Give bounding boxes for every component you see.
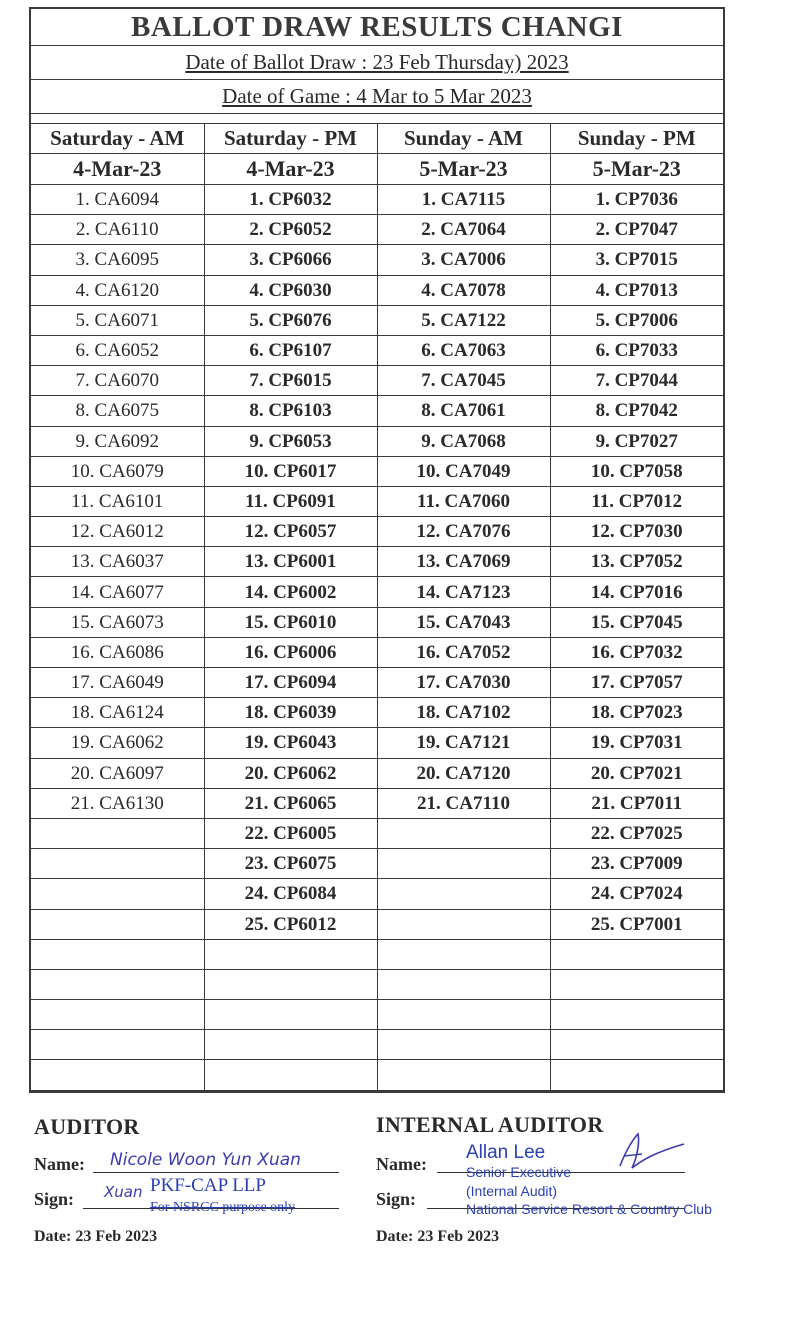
ballot-entry-cell — [31, 818, 204, 848]
table-row — [31, 788, 723, 818]
internal-auditor-name-label: Name: — [376, 1154, 427, 1174]
column-day: Saturday - PM — [204, 124, 377, 154]
table-row — [31, 1060, 723, 1090]
table-row — [31, 245, 723, 275]
ballot-entry-cell — [377, 969, 550, 999]
table-row — [31, 396, 723, 426]
ballot-entry-cell — [204, 1030, 377, 1060]
column-date: 4-Mar-23 — [204, 154, 377, 185]
ballot-entry-cell: 16. CP6006 — [204, 637, 377, 667]
table-row — [31, 185, 723, 215]
internal-auditor-org-stamp: National Service Resort & Country Club — [466, 1201, 712, 1217]
table-row — [31, 426, 723, 456]
column-day: Sunday - AM — [377, 124, 550, 154]
ballot-entry-cell — [204, 939, 377, 969]
ballot-entry-cell: 15. CP6010 — [204, 607, 377, 637]
auditor-signature: Xuan — [104, 1183, 143, 1201]
auditor-date: Date: 23 Feb 2023 — [34, 1228, 158, 1245]
internal-auditor-signature — [612, 1130, 692, 1174]
ballot-entry-cell: 2. CP6052 — [204, 215, 377, 245]
ballot-entry-cell: 10. CP7058 — [550, 456, 723, 486]
ballot-entry-cell: 17. CA6049 — [31, 668, 204, 698]
internal-auditor-date: Date: 23 Feb 2023 — [376, 1228, 500, 1245]
internal-auditor-title-stamp: Senior Executive — [466, 1164, 572, 1180]
ballot-entry-cell: 14. CA7123 — [377, 577, 550, 607]
internal-auditor-name-stamp: Allan Lee — [466, 1142, 546, 1163]
ballot-entry-cell: 6. CP7033 — [550, 335, 723, 365]
results-table — [31, 124, 723, 1091]
ballot-entry-cell: 1. CP6032 — [204, 185, 377, 215]
ballot-entry-cell: 10. CA6079 — [31, 456, 204, 486]
auditor-heading: AUDITOR — [34, 1114, 140, 1139]
table-row — [31, 879, 723, 909]
table-row — [31, 215, 723, 245]
ballot-entry-cell: 8. CA7061 — [377, 396, 550, 426]
results-body — [31, 185, 723, 1091]
column-day: Saturday - AM — [31, 124, 204, 154]
table-row — [31, 668, 723, 698]
ballot-entry-cell: 14. CP7016 — [550, 577, 723, 607]
ballot-entry-cell: 12. CA7076 — [377, 517, 550, 547]
ballot-entry-cell: 16. CP7032 — [550, 637, 723, 667]
auditor-name-handwritten: Nicole Woon Yun Xuan — [110, 1150, 301, 1170]
auditor-firm-stamp: PKF-CAP LLP — [150, 1175, 266, 1196]
ballot-entry-cell — [31, 939, 204, 969]
ballot-entry-cell: 4. CA7078 — [377, 275, 550, 305]
ballot-entry-cell: 13. CA6037 — [31, 547, 204, 577]
header-gap — [31, 114, 723, 124]
ballot-entry-cell — [204, 969, 377, 999]
ballot-entry-cell: 1. CA6094 — [31, 185, 204, 215]
auditor-name-line — [93, 1172, 339, 1173]
internal-auditor-heading: INTERNAL AUDITOR — [376, 1112, 604, 1137]
ballot-entry-cell: 9. CP7027 — [550, 426, 723, 456]
ballot-entry-cell — [550, 939, 723, 969]
ballot-entry-cell — [377, 1030, 550, 1060]
ballot-entry-cell: 8. CP7042 — [550, 396, 723, 426]
ballot-entry-cell: 21. CP7011 — [550, 788, 723, 818]
ballot-entry-cell: 18. CA7102 — [377, 698, 550, 728]
ballot-entry-cell: 18. CP6039 — [204, 698, 377, 728]
ballot-entry-cell: 23. CP7009 — [550, 849, 723, 879]
ballot-entry-cell: 11. CA6101 — [31, 486, 204, 516]
ballot-entry-cell: 8. CA6075 — [31, 396, 204, 426]
ballot-entry-cell: 16. CA6086 — [31, 637, 204, 667]
ballot-entry-cell: 7. CP6015 — [204, 366, 377, 396]
ballot-entry-cell: 19. CA7121 — [377, 728, 550, 758]
ballot-entry-cell — [550, 1030, 723, 1060]
ballot-entry-cell: 10. CA7049 — [377, 456, 550, 486]
table-row — [31, 517, 723, 547]
ballot-entry-cell: 19. CP7031 — [550, 728, 723, 758]
column-day: Sunday - PM — [550, 124, 723, 154]
ballot-entry-cell: 3. CP7015 — [550, 245, 723, 275]
ballot-entry-cell: 17. CP7057 — [550, 668, 723, 698]
auditor-firm-note: For NSRCC purpose only — [150, 1200, 296, 1215]
ballot-entry-cell: 21. CA6130 — [31, 788, 204, 818]
ballot-entry-cell: 4. CP7013 — [550, 275, 723, 305]
ballot-entry-cell: 24. CP6084 — [204, 879, 377, 909]
ballot-entry-cell: 7. CP7044 — [550, 366, 723, 396]
ballot-entry-cell: 8. CP6103 — [204, 396, 377, 426]
table-row — [31, 486, 723, 516]
ballot-entry-cell: 4. CA6120 — [31, 275, 204, 305]
page-title: BALLOT DRAW RESULTS CHANGI — [31, 9, 723, 46]
ballot-entry-cell: 23. CP6075 — [204, 849, 377, 879]
ballot-entry-cell: 20. CA6097 — [31, 758, 204, 788]
table-row — [31, 1030, 723, 1060]
auditor-name-label: Name: — [34, 1154, 85, 1174]
ballot-entry-cell: 3. CA7006 — [377, 245, 550, 275]
internal-auditor-sign-label: Sign: — [376, 1189, 417, 1209]
ballot-entry-cell: 18. CA6124 — [31, 698, 204, 728]
ballot-entry-cell: 7. CA6070 — [31, 366, 204, 396]
ballot-entry-cell: 20. CP7021 — [550, 758, 723, 788]
ballot-draw-date-text: Date of Ballot Draw : 23 Feb Thursday) 2023 — [185, 50, 569, 74]
ballot-entry-cell: 15. CA7043 — [377, 607, 550, 637]
ballot-entry-cell: 13. CP6001 — [204, 547, 377, 577]
day-header-row — [31, 124, 723, 154]
ballot-entry-cell: 11. CP7012 — [550, 486, 723, 516]
ballot-entry-cell: 14. CA6077 — [31, 577, 204, 607]
ballot-entry-cell: 11. CA7060 — [377, 486, 550, 516]
ballot-entry-cell: 11. CP6091 — [204, 486, 377, 516]
ballot-entry-cell: 15. CA6073 — [31, 607, 204, 637]
ballot-entry-cell — [377, 849, 550, 879]
table-row — [31, 275, 723, 305]
internal-auditor-dept-stamp: (Internal Audit) — [466, 1183, 558, 1199]
ballot-entry-cell — [377, 939, 550, 969]
ballot-entry-cell: 25. CP7001 — [550, 909, 723, 939]
ballot-entry-cell: 18. CP7023 — [550, 698, 723, 728]
ballot-entry-cell: 2. CA6110 — [31, 215, 204, 245]
ballot-entry-cell — [31, 849, 204, 879]
ballot-entry-cell: 1. CP7036 — [550, 185, 723, 215]
ballot-entry-cell — [377, 1060, 550, 1090]
auditor-sign-label: Sign: — [34, 1189, 75, 1209]
table-row — [31, 335, 723, 365]
ballot-entry-cell: 14. CP6002 — [204, 577, 377, 607]
ballot-entry-cell: 24. CP7024 — [550, 879, 723, 909]
ballot-entry-cell: 9. CA6092 — [31, 426, 204, 456]
ballot-entry-cell — [31, 1030, 204, 1060]
game-date-text: Date of Game : 4 Mar to 5 Mar 2023 — [222, 84, 532, 108]
ballot-entry-cell: 6. CP6107 — [204, 335, 377, 365]
ballot-entry-cell — [31, 909, 204, 939]
table-row — [31, 818, 723, 848]
ballot-entry-cell: 9. CA7068 — [377, 426, 550, 456]
ballot-entry-cell: 19. CP6043 — [204, 728, 377, 758]
ballot-entry-cell: 5. CA6071 — [31, 305, 204, 335]
table-row — [31, 607, 723, 637]
ballot-entry-cell — [377, 909, 550, 939]
ballot-entry-cell: 25. CP6012 — [204, 909, 377, 939]
ballot-entry-cell: 12. CP6057 — [204, 517, 377, 547]
ballot-entry-cell: 2. CP7047 — [550, 215, 723, 245]
column-date: 4-Mar-23 — [31, 154, 204, 185]
ballot-entry-cell: 5. CA7122 — [377, 305, 550, 335]
table-row — [31, 698, 723, 728]
auditor-block — [34, 1114, 140, 1140]
table-row — [31, 577, 723, 607]
ballot-entry-cell: 6. CA6052 — [31, 335, 204, 365]
ballot-entry-cell: 22. CP7025 — [550, 818, 723, 848]
column-date: 5-Mar-23 — [550, 154, 723, 185]
ballot-entry-cell: 12. CP7030 — [550, 517, 723, 547]
ballot-entry-cell: 12. CA6012 — [31, 517, 204, 547]
ballot-entry-cell — [550, 1000, 723, 1030]
ballot-entry-cell: 1. CA7115 — [377, 185, 550, 215]
ballot-entry-cell: 21. CA7110 — [377, 788, 550, 818]
table-row — [31, 637, 723, 667]
ballot-entry-cell — [31, 1000, 204, 1030]
ballot-entry-cell: 13. CP7052 — [550, 547, 723, 577]
ballot-entry-cell: 21. CP6065 — [204, 788, 377, 818]
ballot-entry-cell: 6. CA7063 — [377, 335, 550, 365]
ballot-entry-cell — [204, 1000, 377, 1030]
ballot-entry-cell — [31, 969, 204, 999]
ballot-entry-cell — [31, 1060, 204, 1090]
ballot-entry-cell — [550, 1060, 723, 1090]
ballot-entry-cell: 10. CP6017 — [204, 456, 377, 486]
ballot-entry-cell: 5. CP7006 — [550, 305, 723, 335]
table-row — [31, 849, 723, 879]
table-row — [31, 969, 723, 999]
ballot-entry-cell: 19. CA6062 — [31, 728, 204, 758]
ballot-entry-cell: 7. CA7045 — [377, 366, 550, 396]
game-date — [31, 80, 723, 114]
ballot-entry-cell: 13. CA7069 — [377, 547, 550, 577]
table-row — [31, 547, 723, 577]
table-row — [31, 758, 723, 788]
ballot-draw-date — [31, 46, 723, 80]
ballot-entry-cell: 9. CP6053 — [204, 426, 377, 456]
table-row — [31, 305, 723, 335]
ballot-entry-cell: 20. CA7120 — [377, 758, 550, 788]
ballot-entry-cell: 5. CP6076 — [204, 305, 377, 335]
ballot-results-sheet — [29, 7, 725, 1093]
ballot-entry-cell: 17. CP6094 — [204, 668, 377, 698]
ballot-entry-cell: 3. CP6066 — [204, 245, 377, 275]
ballot-entry-cell — [204, 1060, 377, 1090]
table-row — [31, 909, 723, 939]
table-row — [31, 939, 723, 969]
ballot-entry-cell — [31, 879, 204, 909]
ballot-entry-cell: 2. CA7064 — [377, 215, 550, 245]
table-row — [31, 456, 723, 486]
table-row — [31, 1000, 723, 1030]
internal-auditor-block — [376, 1112, 604, 1138]
ballot-entry-cell: 22. CP6005 — [204, 818, 377, 848]
ballot-entry-cell — [377, 879, 550, 909]
ballot-entry-cell: 3. CA6095 — [31, 245, 204, 275]
ballot-entry-cell: 16. CA7052 — [377, 637, 550, 667]
ballot-entry-cell: 15. CP7045 — [550, 607, 723, 637]
ballot-entry-cell: 20. CP6062 — [204, 758, 377, 788]
table-row — [31, 728, 723, 758]
ballot-entry-cell — [550, 969, 723, 999]
table-row — [31, 366, 723, 396]
ballot-entry-cell — [377, 818, 550, 848]
ballot-entry-cell: 4. CP6030 — [204, 275, 377, 305]
column-date: 5-Mar-23 — [377, 154, 550, 185]
ballot-entry-cell: 17. CA7030 — [377, 668, 550, 698]
date-header-row — [31, 154, 723, 185]
ballot-entry-cell — [377, 1000, 550, 1030]
